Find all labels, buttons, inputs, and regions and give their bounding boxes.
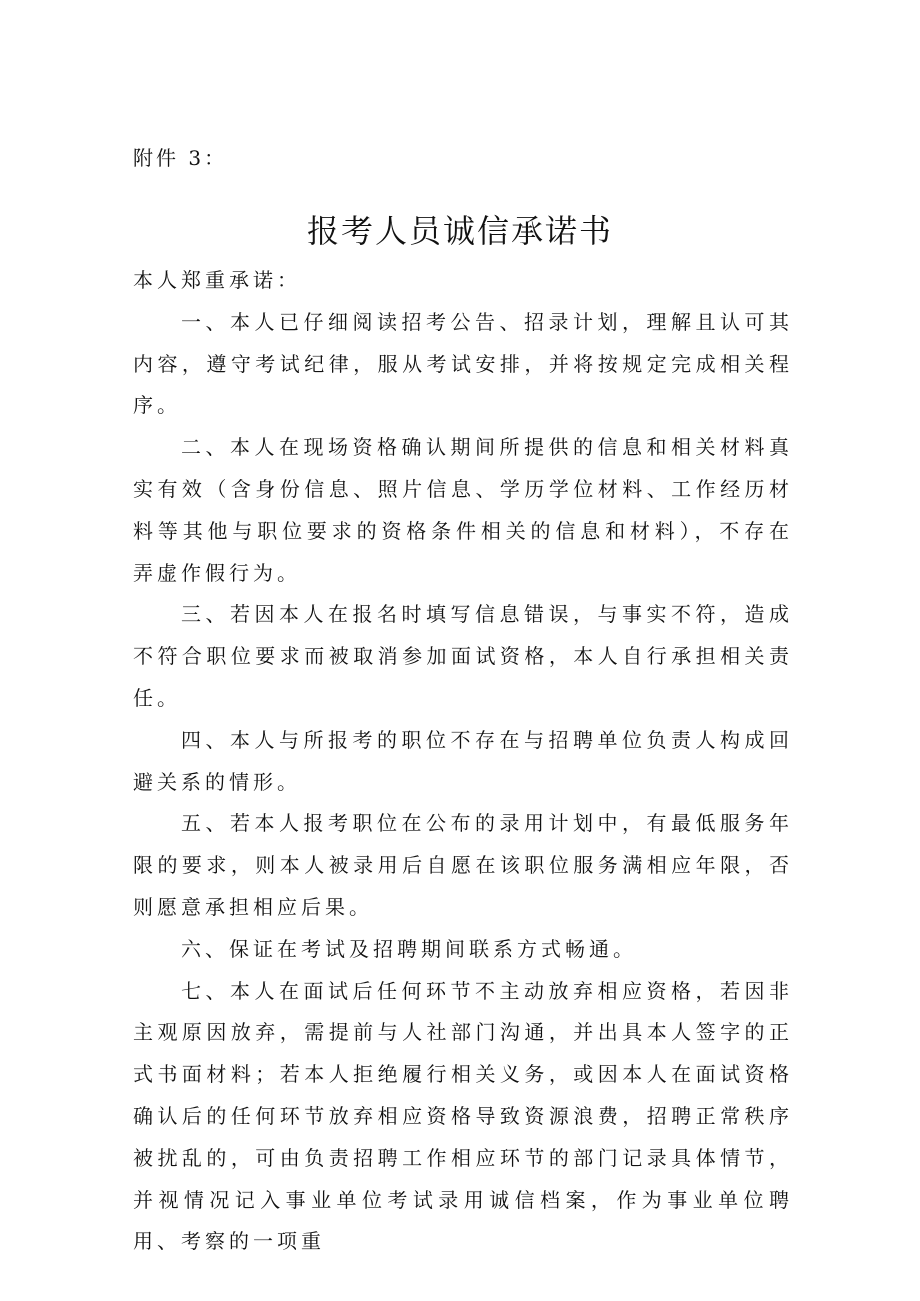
attachment-label: 附件 3： [133,146,228,170]
clause-5: 五、若本人报考职位在公布的录用计划中，有最低服务年限的要求，则本人被录用后自愿在该职位服务满相应年限，否则愿意承担相应后果。 [133,811,793,919]
document-body [133,260,793,1263]
intro-line: 本人郑重承诺： [133,268,301,292]
clause-3: 三、若因本人在报名时填写信息错误，与事实不符，造成不符合职位要求而被取消参加面试资格，本人自行承担相关责任。 [133,602,793,710]
clause-4: 四、本人与所报考的职位不存在与招聘单位负责人构成回避关系的情形。 [133,727,793,794]
clause-7: 七、本人在面试后任何环节不主动放弃相应资格，若因非主观原因放弃，需提前与人社部门沟通，并出具本人签字的正式书面材料；若本人拒绝履行相关义务，或因本人在面试资格确认后的任何环节放弃相应资格导致资源浪费，招聘正常秩序被扰乱的，可由负责招聘工作相应环节的部门记录具体情节，并视情况记入事业单位考试录用诚信档案，作为事业单位聘用、考察的一项重 [133,978,793,1254]
clause-1: 一、本人已仔细阅读招考公告、招录计划，理解且认可其内容，遵守考试纪律，服从考试安排，并将按规定完成相关程序。 [133,309,793,418]
clause-6: 六、保证在考试及招聘期间联系方式畅通。 [181,936,637,961]
clause-2: 二、本人在现场资格确认期间所提供的信息和相关材料真实有效（含身份信息、照片信息、学历学位材料、工作经历材料等其他与职位要求的资格条件相关的信息和材料），不存在弄虚作假行为。 [133,435,793,585]
document-title: 报考人员诚信承诺书 [306,212,613,250]
